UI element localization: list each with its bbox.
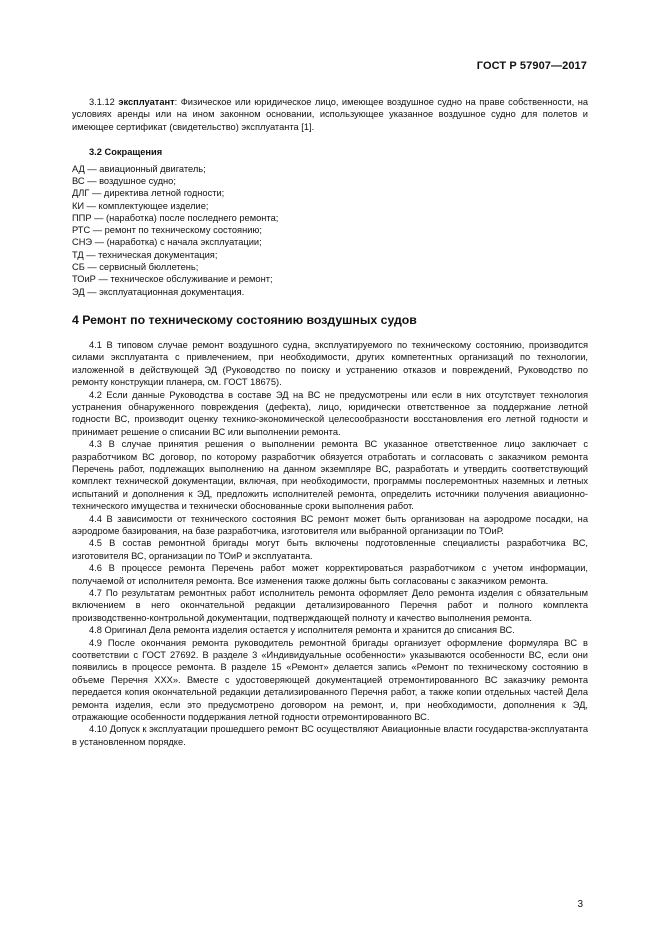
standard-code-header: ГОСТ Р 57907—2017 <box>476 60 587 72</box>
section-paragraph: 4.7 По результатам ремонтных работ исполнитель ремонта оформляет Дело ремонта изделия с обязательным включением в него окончательной редакции детализированного Перечня работ и полного комплекта производственно-контрольной документации, подтверждающей полноту и качество выполнения ремонта. <box>72 588 588 623</box>
section-paragraph: 4.3 В случае принятия решения о выполнении ремонта ВС указанное ответственное лицо заключает с разработчиком ВС договор, по которому разработчик обязуется отработать и согласовать с заказчиком ремонта Перечень работ, подлежащих выполнению на данном экземпляре ВС, разработать и утвердить соответствующий комплект технической документации, включая, при необходимости, программы послеремонтных наземных и летных испытаний и дополнения к ЭД, предложить исполнителей ремонта, определить источники получения авиационно-технического имущества и технически обоснованные сроки выполнения работ. <box>72 439 588 512</box>
section-paragraph: 4.8 Оригинал Дела ремонта изделия остается у исполнителя ремонта и хранится до списания ВС. <box>89 625 515 636</box>
section-title: 4 Ремонт по техническому состоянию воздушных судов <box>72 312 417 327</box>
abbreviation-item: АД — авиационный двигатель; <box>72 163 206 174</box>
section-paragraph: 4.9 После окончания ремонта руководитель ремонтной бригады организует оформление формуляра ВС в соответствии с ГОСТ 27692. В разделе 3 «Индивидуальные особенности» указываются особенности ВС, если они появились в процессе ремонта. В разделе 15 «Ремонт» делается запись «Ремонт по техническому состоянию в объеме Перечня ХХХ». Вместе с удостоверяющей документацией отремонтированного ВС заказчику ремонта передается копия окончательной редакции детализированного Перечня работ, а также копии отдельных частей Дела ремонта изделия, если это предусмотрено договором на ремонт, и, при необходимости, дополнения к ЭД, отражающие особенности поддержания летной годности отремонтированного ВС. <box>72 637 588 723</box>
page-number: 3 <box>577 899 583 910</box>
definition-number: 3.1.12 <box>89 97 115 107</box>
abbreviation-item: РТС — ремонт по техническому состоянию; <box>72 225 262 236</box>
abbreviation-item: ДЛГ — директива летной годности; <box>72 188 225 199</box>
abbreviation-item: КИ — комплектующее изделие; <box>72 200 209 211</box>
abbreviation-item: ЭД — эксплуатационная документация. <box>72 286 245 297</box>
section-paragraph: 4.5 В состав ремонтной бригады могут быть включены подготовленные специалисты разработчика ВС, изготовителя ВС, организации по ТОиР и эксплуатанта. <box>72 538 588 561</box>
definition-term: эксплуатант <box>118 97 175 107</box>
abbreviations-list <box>72 163 588 298</box>
abbreviation-item: СНЭ — (наработка) с начала эксплуатации; <box>72 237 262 248</box>
section-paragraph: 4.4 В зависимости от технического состояния ВС ремонт может быть организован на аэродроме посадки, на аэродроме базирования, на базе разработчика, изготовителя или выбранной организации по ТОиР. <box>72 513 588 536</box>
abbreviation-item: ВС — воздушное судно; <box>72 175 176 186</box>
abbreviation-item: ТД — техническая документация; <box>72 249 218 260</box>
abbreviation-item: ТОиР — техническое обслуживание и ремонт; <box>72 274 273 285</box>
definition-text: : Физическое или юридическое лицо, имеющее воздушное судно на праве собственности, на условиях аренды или на ином законном основании, использующее указанное воздушное судно для полетов и имеющее сертификат (свидетельство) эксплуатанта [1]. <box>72 97 588 132</box>
abbreviation-item: ППР — (наработка) после последнего ремонта; <box>72 212 279 223</box>
document-body <box>72 96 588 748</box>
section-paragraph: 4.2 Если данные Руководства в составе ЭД на ВС не предусмотрены или если в них отсутствует технология устранения обнаруженного повреждения (дефекта), лицо, юридически ответственное за поддержание летной годности ВС, производит оценку технико-экономической целесообразности восстановления его летной годности и принимает решение о списании ВС или выполнении ремонта. <box>72 389 588 437</box>
section-paragraph: 4.10 Допуск к эксплуатации прошедшего ремонт ВС осуществляют Авиационные власти государства-эксплуатанта в установленном порядке. <box>72 724 588 747</box>
abbreviations-heading: 3.2 Сокращения <box>89 147 163 158</box>
abbreviation-item: СБ — сервисный бюллетень; <box>72 262 199 272</box>
section-paragraph: 4.6 В процессе ремонта Перечень работ может корректироваться разработчиком с учетом информации, получаемой от исполнителя ремонта. Все изменения также должны быть согласованы с заказчиком ремонта. <box>72 563 588 586</box>
section-paragraph: 4.1 В типовом случае ремонт воздушного судна, эксплуатируемого по техническому состоянию, производится силами эксплуатанта с привлечением, при необходимости, других компетентных организаций по технологии, изложенной в действующей ЭД (Руководство по поиску и устранению отказов и повреждений, Руководство по ремонту конструкции планера, см. ГОСТ 18675). <box>72 339 588 388</box>
definition-paragraph <box>72 96 588 133</box>
